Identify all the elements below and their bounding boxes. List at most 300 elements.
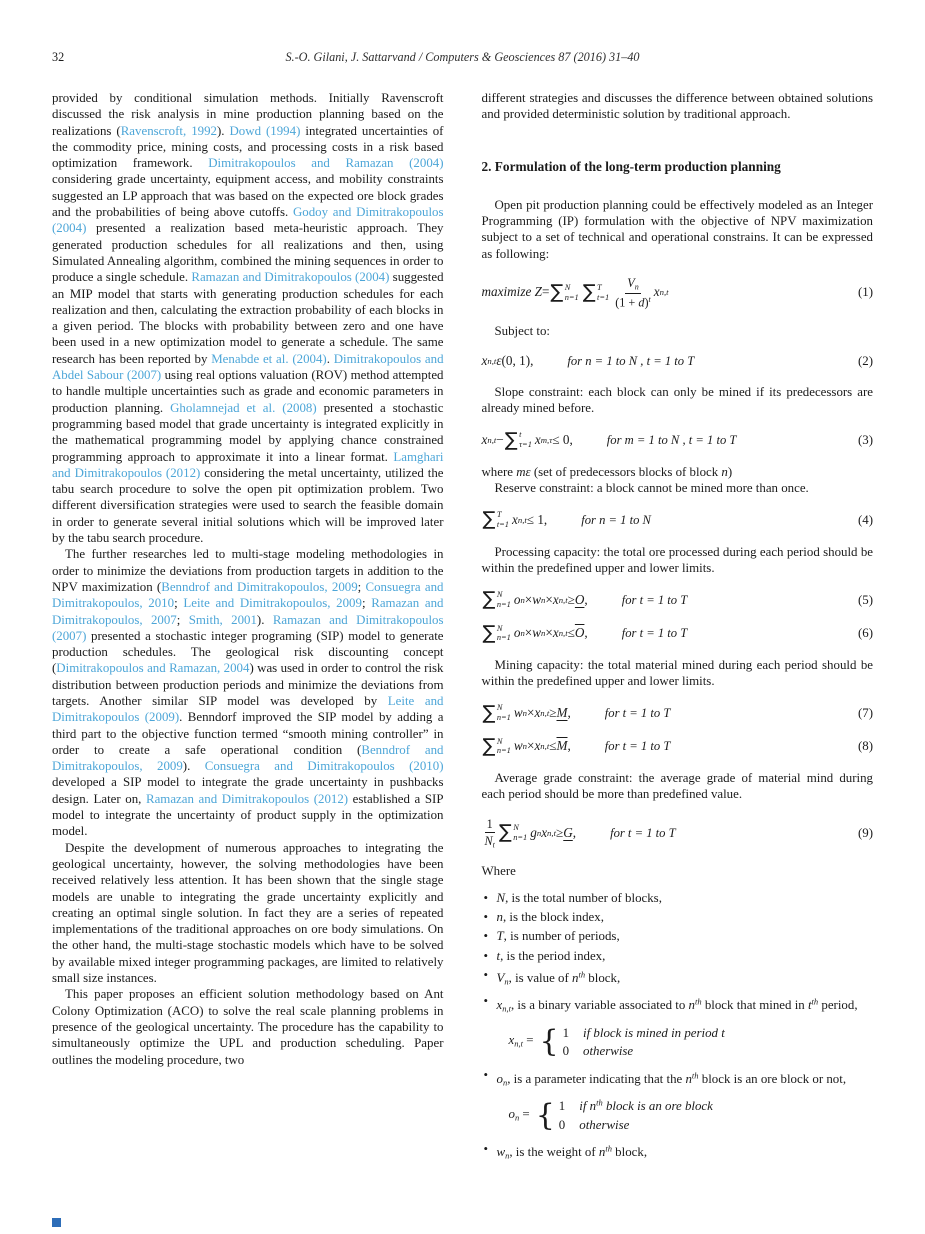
subscript: n,t — [540, 741, 550, 752]
italic-run: if block is mined in period t — [583, 1025, 725, 1040]
superscript: th — [691, 1069, 699, 1080]
sum-limits — [497, 737, 511, 756]
sum-operator — [505, 430, 532, 449]
italic-run: block is an ore block — [602, 1099, 713, 1114]
sum-operator — [482, 621, 511, 644]
sum-lower-limit: t=1 — [496, 519, 509, 529]
superscript: th — [578, 969, 586, 980]
text-run: 0 — [558, 1117, 566, 1132]
math-var: x — [534, 738, 541, 754]
superscript: t — [648, 294, 651, 304]
text-run: , is the weight of — [509, 1145, 599, 1160]
equation-body — [482, 734, 571, 757]
cases-rows — [559, 1097, 713, 1133]
list-item — [484, 1141, 874, 1165]
math-var: x — [481, 431, 488, 447]
text-run: = — [541, 284, 550, 300]
sum-operator — [483, 510, 509, 529]
sum-limits — [497, 624, 511, 643]
math-var: w — [532, 625, 542, 640]
italic-run: n — [721, 464, 728, 479]
text-run: , — [567, 704, 571, 720]
text-run: ; — [174, 596, 184, 611]
math-var: o — [513, 625, 521, 640]
text-run: period, — [818, 997, 858, 1012]
citation-link[interactable]: Dowd (1994) — [229, 123, 301, 138]
math-var: x — [534, 431, 541, 447]
text-run: , is number of periods, — [503, 929, 620, 944]
text-run: established a SIP model to integrate the uncertainty of product supply in the optimization model. — [52, 791, 444, 839]
list-item — [484, 967, 874, 991]
sum-lower-limit: n=1 — [496, 633, 511, 643]
section-heading: 2. Formulation of the long-term production planning — [481, 158, 781, 174]
sigma-icon: ∑ — [504, 428, 518, 451]
paragraph — [52, 986, 444, 1067]
text-run: Where — [481, 864, 516, 879]
sum-upper-limit: N — [496, 703, 503, 713]
math-var: w — [496, 1145, 506, 1160]
equation-number: (9) — [857, 825, 873, 840]
sum-upper-limit: N — [513, 823, 519, 833]
text-run: presented a stochastic programming based model that grade uncertainty is integrated explicitly in the mathematical programming model by applying chance constrained programming approach to approximate it into a linear format. — [52, 400, 444, 464]
equation-body — [482, 621, 588, 644]
math-var: w — [513, 704, 523, 720]
math-var: V — [496, 971, 505, 986]
piecewise-definition — [509, 1097, 874, 1133]
definition-list — [482, 890, 874, 1165]
underbar-var: G — [563, 824, 573, 840]
list-item — [484, 909, 874, 925]
sum-limits — [497, 510, 509, 529]
text-run: block, — [611, 1145, 648, 1160]
overbar-var: $\overline{M}$ — [556, 738, 568, 754]
text-run: Slope constraint: each block can only be mined if its predecessors are already mined before. — [481, 384, 873, 416]
paragraph — [482, 197, 874, 262]
text-run: , is a binary variable associated to — [510, 997, 689, 1012]
citation-link[interactable]: Consuegra and Dimitrakopoulos (2010) — [204, 759, 444, 774]
equation-condition: for t = 1 to T — [621, 592, 688, 607]
equation — [482, 590, 874, 609]
subscript: t — [492, 840, 495, 850]
paragraph — [482, 544, 874, 577]
citation-link[interactable]: Lamghari and Dimitrakopoulos (2012) — [52, 449, 444, 480]
math-var: g — [530, 824, 537, 840]
subscript: n — [541, 594, 546, 605]
equation — [482, 430, 874, 449]
text-run: × — [545, 591, 553, 607]
text-run: different strategies and discusses the difference between obtained solutions and provided deterministic solution by traditional approach. — [481, 91, 873, 122]
text-run: , — [584, 625, 588, 640]
list-item-text — [497, 949, 606, 963]
sum-operator — [483, 703, 511, 722]
math-var: n — [688, 997, 695, 1012]
sum-upper-limit: T — [597, 282, 602, 292]
cases-row — [563, 1024, 725, 1042]
subscript: n — [522, 741, 527, 752]
superscript: th — [605, 1143, 612, 1154]
sum-upper-limit: N — [496, 736, 503, 746]
text-run: (0, 1), — [501, 353, 534, 369]
sum-operator — [482, 734, 511, 757]
underbar-var: O — [574, 591, 585, 607]
cases-lhs — [509, 1106, 530, 1126]
text-run: ≤ 0, — [552, 431, 573, 447]
sigma-icon: ∑ — [482, 621, 496, 644]
math-var: w — [513, 738, 523, 754]
text-run: , — [584, 591, 588, 607]
equation-condition: for t = 1 to T — [604, 739, 671, 754]
cases-row — [563, 1042, 725, 1060]
citation-link[interactable]: Benndrof and Dimitrakopoulos, 2009 — [52, 742, 444, 774]
equation-condition: for t = 1 to T — [610, 825, 676, 840]
text-run: 0 — [562, 1043, 570, 1058]
text-run: ) was used in order to control the risk distribution between production periods and minimize the deviations from targets. Another similar SIP model was developed by — [52, 661, 444, 708]
text-run: × — [527, 738, 535, 754]
text-run: × — [527, 704, 535, 720]
italic-run: otherwise — [583, 1043, 634, 1058]
text-run: 1 — [486, 816, 493, 831]
subscript: n — [504, 977, 509, 988]
subscript: n — [520, 628, 525, 638]
text-run: where — [481, 464, 517, 479]
equation-number: (2) — [857, 354, 873, 369]
text-run: ). — [216, 123, 230, 138]
text-run: provided by conditional simulation methods. Initially Ravenscroft discussed the risk analysis in mine production planning based on the realizations ( — [52, 91, 444, 138]
equation — [482, 621, 874, 644]
equation-condition: for n = 1 to N , t = 1 to T — [567, 354, 695, 369]
paragraph — [482, 657, 874, 690]
equation-number: (4) — [857, 512, 873, 527]
fraction — [485, 817, 495, 850]
equation — [482, 817, 874, 850]
text-run: considering grade uncertainty, equipment access, and mobility constraints suggested an LP approach that was based on the expected ore block grades and the probabilities of being above cutoffs. — [52, 172, 444, 220]
subscript: n,t — [547, 827, 556, 838]
math-var: x — [534, 704, 541, 720]
text-run: Processing capacity: the total ore processed during each period should be within the predefined upper and lower limits. — [481, 544, 873, 575]
subscript: n,t — [487, 434, 497, 445]
math-var: n — [598, 1145, 606, 1160]
paragraph — [482, 90, 874, 123]
citation-link[interactable]: Ramazan and Dimitrakopoulos, 2007 — [52, 596, 444, 627]
denominator — [615, 294, 651, 309]
text-run: Subject to: — [494, 324, 550, 339]
text-run: × — [524, 625, 533, 640]
sum-operator — [483, 590, 511, 609]
sigma-icon: ∑ — [482, 508, 496, 531]
list-item — [484, 948, 874, 964]
left-column — [52, 90, 444, 1167]
sum-upper-limit: N — [496, 590, 503, 600]
sigma-icon: ∑ — [482, 734, 496, 757]
text-run: using real options valuation (ROV) method attempted to handle multiple uncertainties such as grade and economic parameters in production planning. — [52, 368, 444, 415]
subscript: n,t — [487, 356, 497, 367]
page-header — [52, 50, 873, 66]
list-item — [484, 993, 874, 1060]
subscript: n — [522, 707, 527, 718]
paragraph — [482, 384, 874, 417]
list-item — [484, 1067, 874, 1134]
list-item-text — [497, 910, 604, 924]
equation-body — [482, 703, 571, 722]
text-run: , — [572, 824, 577, 840]
text-run: , is the period index, — [500, 948, 606, 963]
subscript: n,t — [502, 1003, 511, 1014]
text-run: Mining capacity: the total material mined during each period should be within the predefined upper and lower limits. — [481, 657, 873, 689]
subscript: n — [502, 1077, 508, 1088]
math-var: x — [653, 284, 660, 300]
sum-operator — [583, 283, 609, 302]
sum-upper-limit: N — [564, 282, 571, 292]
equation-condition: for m = 1 to N , t = 1 to T — [606, 432, 737, 447]
text-run: , is value of — [508, 971, 572, 986]
subscript: n — [514, 1112, 520, 1123]
text-run: , is a parameter indicating that the — [507, 1071, 686, 1086]
text-run: 1 — [562, 1025, 570, 1040]
sum-upper-limit: T — [496, 510, 502, 520]
text-run: (set of predecessors blocks of block — [530, 464, 722, 479]
sigma-icon: ∑ — [482, 588, 496, 611]
sigma-icon: ∑ — [498, 821, 512, 844]
text-run: developed a SIP model to integrate the grade uncertainty in pushbacks design. Later on, — [52, 775, 444, 806]
math-var: x — [541, 824, 548, 840]
equation-condition: for t = 1 to T — [604, 705, 671, 720]
text-run: , is the total number of blocks, — [505, 890, 662, 905]
math-var: o — [508, 1106, 515, 1121]
text-run: Open pit production planning could be effectively modeled as an Integer Programming (IP) formulation with the objective of NPV maximization subject to a set of technical and operational constrains. It can be expressed as following: — [481, 197, 873, 261]
paragraph — [482, 464, 874, 480]
subscript: n — [541, 628, 546, 638]
equation-number: (8) — [857, 739, 873, 754]
list-item-text — [497, 891, 662, 905]
math-var: x — [511, 511, 518, 527]
text-run: This paper proposes an efficient solution methodology based on Ant Colony Optimization (ACO) to solve the real scale planning problems in presence of the geological uncertainty. The procedure has the capability to simultaneously optimize the UPL and production scheduling. Paper outlines the modeling procedure, two — [52, 987, 444, 1067]
paragraph — [52, 90, 444, 546]
subscript: n — [634, 282, 639, 292]
text-run: ≤ — [549, 738, 557, 754]
equation-number: (6) — [857, 626, 873, 640]
equation-number: (5) — [857, 592, 873, 607]
italic-run: d — [638, 295, 645, 310]
italic-run: otherwise — [579, 1117, 630, 1132]
two-column-layout — [52, 90, 873, 1167]
paragraph — [482, 770, 874, 803]
text-run: ). — [256, 612, 273, 627]
sigma-icon: ∑ — [582, 281, 596, 304]
italic-run: n — [496, 909, 503, 924]
italic-run: t — [496, 948, 501, 963]
equation-condition: for n = 1 to N — [581, 512, 651, 527]
sum-lower-limit: τ=1 — [519, 440, 532, 450]
fraction — [615, 276, 651, 309]
text-run: ). — [182, 759, 205, 774]
text-run: ; — [357, 579, 366, 594]
text-run: ≥ — [556, 824, 564, 840]
italic-run: ε — [496, 353, 502, 369]
text-run: = — [522, 1032, 534, 1047]
superscript: th — [596, 1097, 603, 1108]
equation-body — [482, 590, 588, 609]
paragraph — [482, 323, 874, 339]
running-header: S.-O. Gilani, J. Sattarvand / Computers & Geosciences 87 (2016) 31–40 — [285, 50, 640, 64]
text-run: ) — [644, 295, 649, 310]
citation-link[interactable]: Consuegra and Dimitrakopoulos, 2010 — [52, 579, 444, 611]
underbar-var: M — [556, 704, 568, 720]
sum-lower-limit: t=1 — [597, 292, 610, 302]
corner-marker — [52, 1218, 61, 1227]
citation-link[interactable]: Dimitrakopoulos and Ramazan, 2004 — [56, 661, 250, 676]
citation-link[interactable]: Smith, 2001 — [188, 612, 257, 627]
numerator — [485, 817, 495, 833]
italic-run: maximize Z — [481, 284, 542, 300]
sum-upper-limit: t — [519, 430, 522, 440]
list-item — [484, 928, 874, 944]
citation-link[interactable]: Ramazan and Dimitrakopoulos (2004) — [191, 270, 390, 285]
sum-lower-limit: n=1 — [564, 292, 579, 302]
text-run: = — [519, 1106, 530, 1121]
text-run: × — [524, 591, 533, 607]
text-run: block is an ore block or not, — [698, 1071, 847, 1086]
citation-link[interactable]: Ramazan and Dimitrakopoulos (2012) — [145, 791, 349, 806]
equation — [482, 703, 874, 722]
math-var: x — [552, 625, 559, 640]
equation-number: (1) — [857, 285, 873, 300]
left-brace-icon: { — [535, 1097, 555, 1133]
math-var: N — [484, 833, 493, 848]
text-run: Average grade constraint: the average grade of material mind during each period should be more than predefined value. — [481, 771, 873, 802]
text-run: − — [496, 431, 504, 447]
left-brace-icon: { — [539, 1023, 559, 1059]
sum-limits — [497, 703, 511, 722]
denominator — [485, 833, 495, 850]
citation-link[interactable]: Menabde et al. (2004) — [211, 351, 327, 366]
superscript: th — [694, 996, 702, 1007]
citation-link[interactable]: Leite and Dimitrakopoulos, 2009 — [183, 596, 362, 611]
citation-link[interactable]: Dimitrakopoulos and Ramazan (2004) — [208, 156, 444, 171]
equation — [482, 276, 874, 309]
list-item-text — [496, 1069, 847, 1088]
math-var: o — [513, 591, 521, 607]
text-run: ; — [176, 612, 189, 627]
cases-rows — [563, 1024, 725, 1060]
sigma-icon: ∑ — [482, 701, 496, 724]
text-run: ; — [361, 596, 372, 611]
text-run: 1 — [558, 1099, 566, 1114]
math-var: w — [532, 591, 542, 607]
equation — [482, 734, 874, 757]
sigma-icon: ∑ — [550, 281, 564, 304]
text-run: . Benndorf improved the SIP model by adding a third part to the objective function termed “smooth mining controller” in order to create a safe operational condition ( — [52, 710, 444, 757]
text-run: presented a realization based meta-heuristic approach. They generated production schedules for all realizations and then, using Simulated Annealing algorithm, combined the mining sequences in order to produce a single schedule. — [52, 221, 444, 285]
text-run: , — [567, 738, 571, 754]
italic-run: T — [496, 929, 504, 944]
equation-number: (3) — [857, 432, 873, 447]
subscript: n — [520, 594, 525, 605]
cases-lhs — [509, 1032, 534, 1052]
sum-lower-limit: n=1 — [513, 832, 528, 842]
list-item-text — [496, 969, 621, 988]
sum-upper-limit: N — [496, 623, 503, 633]
math-var: n — [685, 1071, 692, 1086]
superscript: th — [811, 996, 819, 1007]
text-run: × — [545, 625, 553, 640]
text-run: , is the block index, — [502, 909, 604, 924]
sum-limits — [513, 823, 527, 842]
text-run: Despite the development of numerous approaches to integrating the geological uncertainty, however, the solving methodologies have been received relatively less attention. It has been shown that the single stage models are unable to integrating the grade uncertainty explicitly and creating an optimal single solution. In fact they are a series of repeated implementations of the traditional approaches on ore body simulations. On the other hand, the multi-stage stochastic models which have to be solved by available mixed integer programming packages, are limited to relatively small size instances. — [52, 840, 444, 986]
math-var: x — [481, 353, 488, 369]
paragraph — [52, 546, 444, 839]
text-run: ≤ 1, — [526, 511, 548, 527]
list-item — [484, 890, 874, 906]
paragraph — [482, 863, 874, 879]
subscript: n — [505, 1150, 510, 1161]
math-var: t — [807, 997, 812, 1012]
citation-link[interactable]: Dimitrakopoulos and Abdel Sabour (2007) — [52, 351, 444, 383]
list-item-text — [497, 998, 858, 1012]
text-run: ≥ — [567, 591, 575, 607]
subscript: n,t — [558, 628, 568, 638]
italic-run: if — [579, 1099, 590, 1114]
text-run: presented a stochastic integer programing (SIP) model to generate production schedules. The geological risk discounting concept ( — [52, 628, 444, 676]
equation — [482, 510, 874, 529]
text-run: ≤ — [567, 625, 575, 640]
sum-limits — [597, 283, 609, 302]
list-item-text — [497, 1145, 648, 1159]
sum-lower-limit: n=1 — [496, 713, 511, 723]
italic-run: mε — [516, 464, 531, 479]
math-var: V — [627, 276, 635, 291]
math-var: o — [496, 1071, 503, 1086]
citation-link[interactable]: Gholamnejad et al. (2008) — [170, 400, 317, 415]
citation-link[interactable]: Ravenscroft, 1992 — [120, 123, 217, 138]
sum-limits — [565, 283, 579, 302]
citation-link[interactable]: Leite and Dimitrakopoulos (2009) — [52, 693, 444, 725]
equation-condition: for t = 1 to T — [621, 626, 688, 640]
paragraph — [482, 480, 874, 496]
overbar-var: $\overline{O}$ — [574, 625, 585, 640]
subscript: n — [536, 827, 542, 838]
text-run: (1 + — [615, 295, 639, 310]
text-run: Reserve constraint: a block cannot be mined more than once. — [494, 480, 809, 495]
right-column — [482, 90, 874, 1167]
text-run: . — [326, 351, 334, 366]
paragraph — [52, 840, 444, 987]
text-run: block that mined in — [701, 997, 808, 1012]
math-var: x — [508, 1032, 515, 1047]
citation-link[interactable]: Benndrof and Dimitrakopoulos, 2009 — [161, 579, 358, 594]
cases-row — [559, 1097, 713, 1115]
cases-row — [559, 1116, 713, 1134]
math-var: n — [572, 971, 579, 986]
subscript: m,τ — [540, 434, 553, 445]
sum-lower-limit: n=1 — [496, 746, 511, 756]
equation — [482, 353, 874, 369]
equation-body — [482, 817, 577, 850]
sum-limits — [497, 590, 511, 609]
math-var: x — [496, 997, 503, 1012]
text-run: considering the metal uncertainty, utilized the tabu search procedure to solve the open pit optimization problem. Two different diversification strategies were used to search the feasible domain in order to generate several initial solutions which will be improved later by the tabu search procedure. — [52, 465, 444, 546]
numerator — [625, 276, 640, 294]
citation-link[interactable]: Ramazan and Dimitrakopoulos (2007) — [52, 612, 444, 643]
citation-link[interactable]: Godoy and Dimitrakopoulos (2004) — [52, 205, 444, 236]
list-item-text — [497, 929, 620, 943]
text-run: integrated uncertainties of the commodity price, mining costs, and processing costs in a risk based optimization framework. — [52, 123, 444, 171]
page-number: 32 — [52, 50, 65, 64]
equation-body — [482, 510, 548, 529]
sum-operator — [550, 283, 578, 302]
equation-body — [482, 276, 669, 309]
equation-body — [482, 430, 573, 449]
math-var: n — [589, 1099, 597, 1114]
